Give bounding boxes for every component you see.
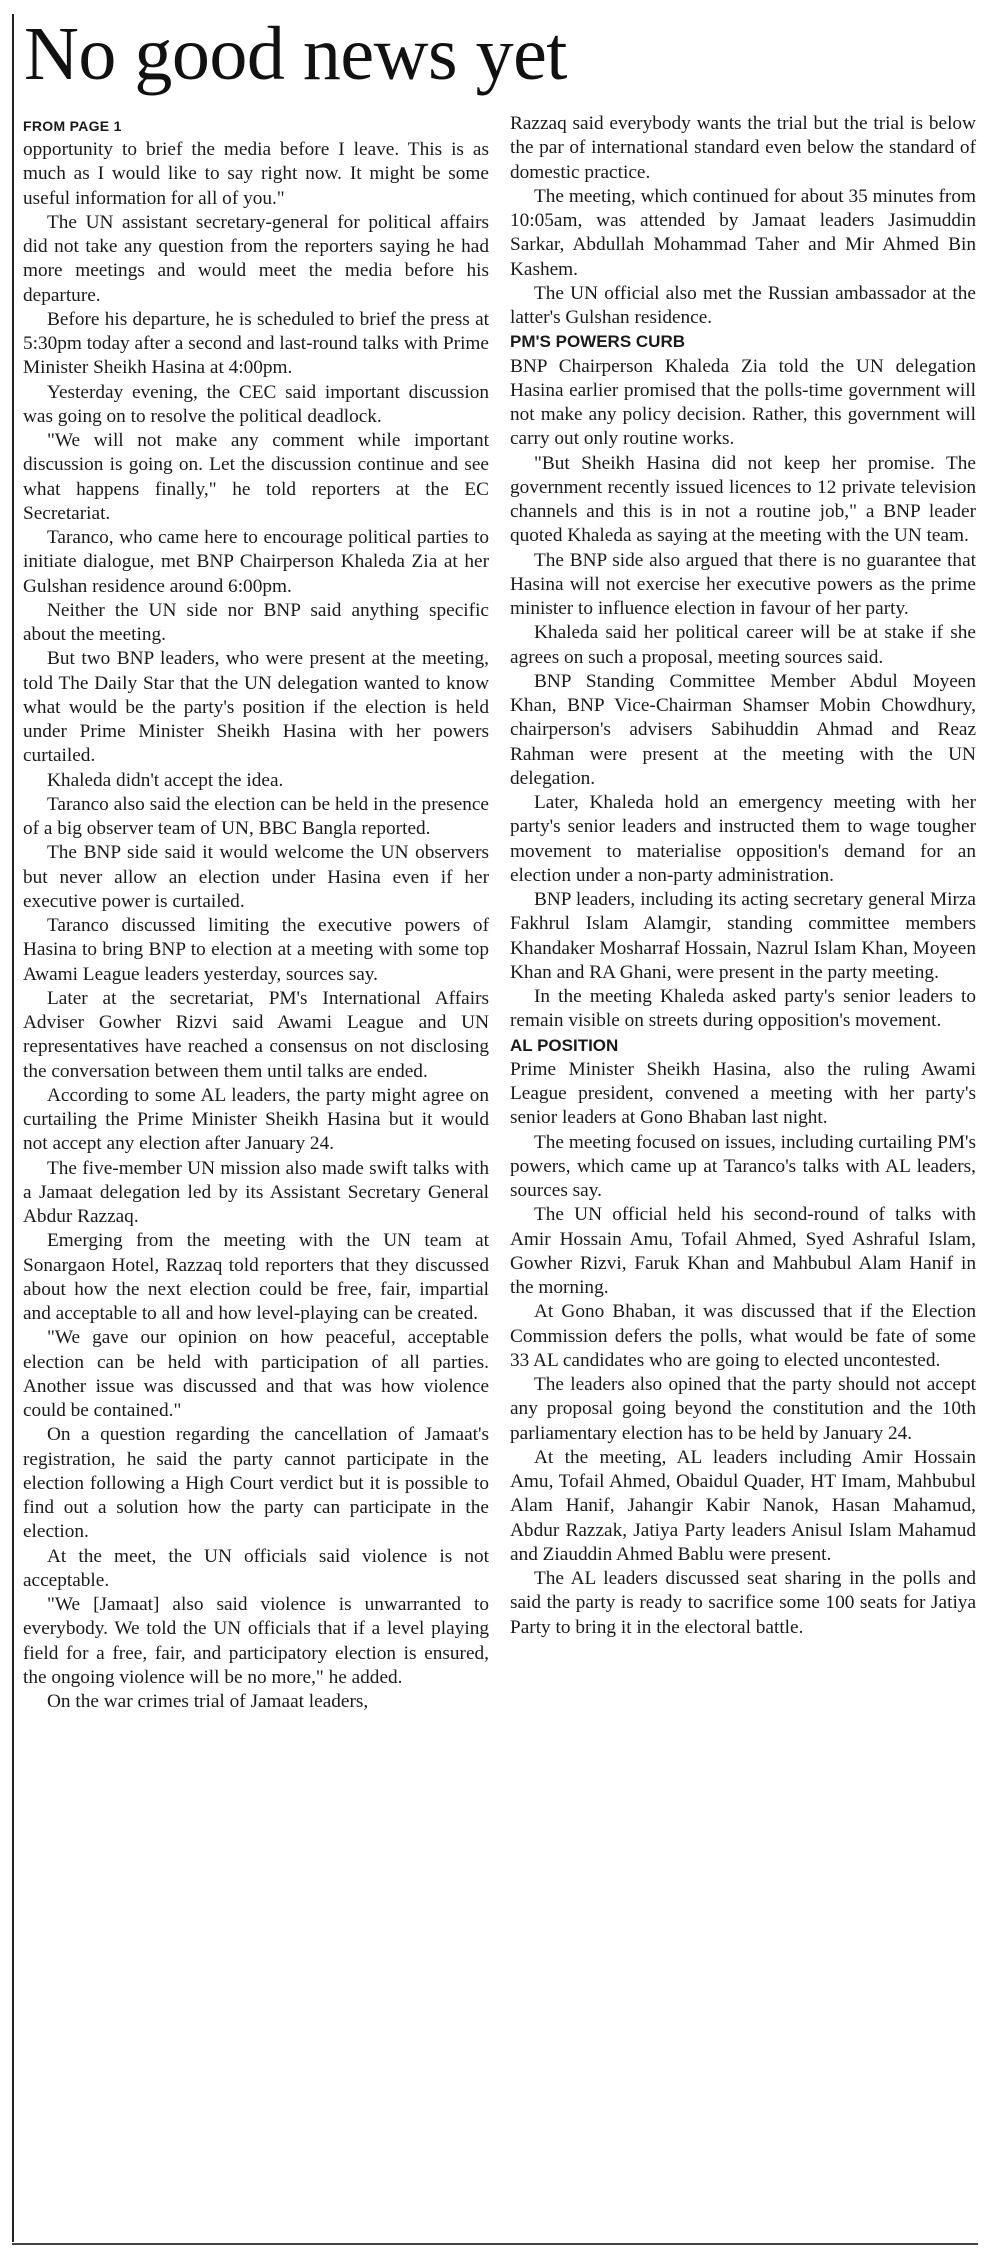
paragraph: Khaleda said her political career will be at stake if she agrees on such a proposal, meeting sources said. (510, 622, 976, 668)
paragraph: Later at the secretariat, PM's International Affairs Adviser Gowher Rizvi said Awami League and UN representatives have reached a consensus on not disclosing the conversation between them until talks are ended. (23, 987, 489, 1082)
paragraph: Yesterday evening, the CEC said important discussion was going on to resolve the political deadlock. (23, 381, 489, 427)
paragraph: The five-member UN mission also made swift talks with a Jamaat delegation led by its Assistant Secretary General Abdur Razzaq. (23, 1157, 489, 1227)
paragraph: At the meeting, AL leaders including Amir Hossain Amu, Tofail Ahmed, Obaidul Quader, HT Imam, Mahbubul Alam Hanif, Jahangir Kabir Nanok, Hasan Mahamud, Abdur Razzak, Jatiya Party leaders Anisul Islam Mahamud and Ziauddin Ahmed Bablu were present. (510, 1446, 976, 1565)
paragraph: The leaders also opined that the party should not accept any proposal going beyond the constitution and the 10th parliamentary election has to be held by January 24. (510, 1374, 976, 1444)
paragraph: At the meet, the UN officials said violence is not acceptable. (23, 1545, 489, 1591)
left-column-rule (12, 14, 14, 2242)
paragraph: The meeting, which continued for about 35 minutes from 10:05am, was attended by Jamaat leaders Jasimuddin Sarkar, Abdullah Mohammad Taher and Mir Ahmed Bin Kashem. (510, 185, 976, 280)
paragraph: On a question regarding the cancellation of Jamaat's registration, he said the party cannot participate in the election following a High Court verdict but it is possible to find out a solution how the party can participate in the election. (23, 1424, 489, 1543)
paragraph: Before his departure, he is scheduled to brief the press at 5:30pm today after a second and last-round talks with Prime Minister Sheikh Hasina at 4:00pm. (23, 308, 489, 379)
paragraph: The UN official held his second-round of talks with Amir Hossain Amu, Tofail Ahmed, Syed Ashraful Islam, Gowher Rizvi, Faruk Khan and Mahbubul Alam Hanif in the morning. (510, 1204, 976, 1298)
paragraph: Khaleda didn't accept the idea. (47, 769, 284, 791)
paragraph: BNP leaders, including its acting secretary general Mirza Fakhrul Islam Alamgir, standing committee members Khandaker Mosharraf Hossain, Nazrul Islam Khan, Moyeen Khan and RA Ghani, were present in the party meeting. (510, 889, 976, 983)
paragraph: The AL leaders discussed seat sharing in the polls and said the party is ready to sacrifice some 100 seats for Jatiya Party to bring it in the electoral battle. (510, 1568, 976, 1638)
paragraph: "We gave our opinion on how peaceful, acceptable election can be held with participation of all parties. Another issue was discussed and that was how violence could be contained." (23, 1327, 489, 1421)
paragraph: Taranco discussed limiting the executive powers of Hasina to bring BNP to election at a meeting with some top Awami League leaders yesterday, sources say. (23, 915, 489, 985)
paragraph: opportunity to brief the media before I leave. This is as much as I would like to say right now. It might be some useful information for all of you." (23, 139, 489, 209)
paragraph: Later, Khaleda hold an emergency meeting with her party's senior leaders and instructed them to wage tougher movement to materialise opposition's demand for an election under a non-party administration. (510, 792, 976, 886)
right-column (510, 112, 976, 1640)
headline: No good news yet (24, 12, 567, 96)
paragraph: "But Sheikh Hasina did not keep her promise. The government recently issued licences to 12 private television channels and this is in not a routine job," a BNP leader quoted Khaleda as saying at the meeting with the UN team. (510, 452, 976, 547)
paragraph: Razzaq said everybody wants the trial but the trial is below the par of international standard even below the standard of domestic practice. (510, 113, 976, 183)
paragraph: Emerging from the meeting with the UN team at Sonargaon Hotel, Razzaq told reporters that they discussed about how the next election could be free, fair, impartial and acceptable to all and how level-playing can be created. (23, 1230, 489, 1324)
paragraph: Neither the UN side nor BNP said anything specific about the meeting. (23, 599, 489, 645)
paragraph: The BNP side also argued that there is no guarantee that Hasina will not exercise her executive powers as the prime minister to influence election in favour of her party. (510, 549, 976, 619)
paragraph: The BNP side said it would welcome the UN observers but never allow an election under Hasina even if her executive power is curtailed. (23, 842, 489, 912)
bottom-rule (12, 2243, 978, 2245)
paragraph: "We [Jamaat] also said violence is unwarranted to everybody. We told the UN officials that if a level playing field for a free, fair, and participatory election is ensured, the ongoing violence will be no more," he added. (23, 1594, 489, 1688)
paragraph: Prime Minister Sheikh Hasina, also the ruling Awami League president, convened a meeting with her party's senior leaders at Gono Bhaban last night. (510, 1058, 976, 1129)
paragraph: According to some AL leaders, the party might agree on curtailing the Prime Minister Sheikh Hasina but it would not accept any election after January 24. (23, 1084, 489, 1155)
subhead-al-position: AL POSITION (510, 1035, 619, 1055)
paragraph: BNP Standing Committee Member Abdul Moyeen Khan, BNP Vice-Chairman Shamser Mobin Chowdhury, chairperson's advisers Sabihuddin Ahmad and Reaz Rahman were present at the meeting with the UN delegation. (510, 670, 976, 789)
left-column (23, 114, 489, 1714)
paragraph: The meeting focused on issues, including curtailing PM's powers, which came up at Taranco's talks with AL leaders, sources say. (510, 1131, 976, 1201)
paragraph: Taranco, who came here to encourage political parties to initiate dialogue, met BNP Chairperson Khaleda Zia at her Gulshan residence around 6:00pm. (23, 527, 489, 597)
paragraph: Taranco also said the election can be held in the presence of a big observer team of UN, BBC Bangla reported. (23, 793, 489, 839)
subhead-pm-powers-curb: PM'S POWERS CURB (510, 332, 685, 352)
paragraph: "We will not make any comment while important discussion is going on. Let the discussion continue and see what happens finally," he told reporters at the EC Secretariat. (23, 430, 489, 524)
paragraph: On the war crimes trial of Jamaat leaders, (47, 1691, 369, 1712)
paragraph: But two BNP leaders, who were present at the meeting, told The Daily Star that the UN delegation wanted to know what would be the party's position if the election is held under Prime Minister Sheikh Hasina with her powers curtailed. (23, 648, 489, 767)
paragraph: In the meeting Khaleda asked party's senior leaders to remain visible on streets during opposition's movement. (510, 986, 976, 1032)
paragraph: BNP Chairperson Khaleda Zia told the UN delegation Hasina earlier promised that the polls-time government will not make any policy decision. Rather, this government will carry out only routine works. (510, 355, 976, 450)
paragraph: At Gono Bhaban, it was discussed that if the Election Commission defers the polls, what would be fate of some 33 AL candidates who are going to elected uncontested. (510, 1301, 976, 1371)
from-page-kicker: FROM PAGE 1 (23, 118, 122, 134)
paragraph: The UN official also met the Russian ambassador at the latter's Gulshan residence. (510, 282, 976, 328)
paragraph: The UN assistant secretary-general for political affairs did not take any question from the reporters saying he had more meetings and would meet the media before his departure. (23, 211, 489, 306)
